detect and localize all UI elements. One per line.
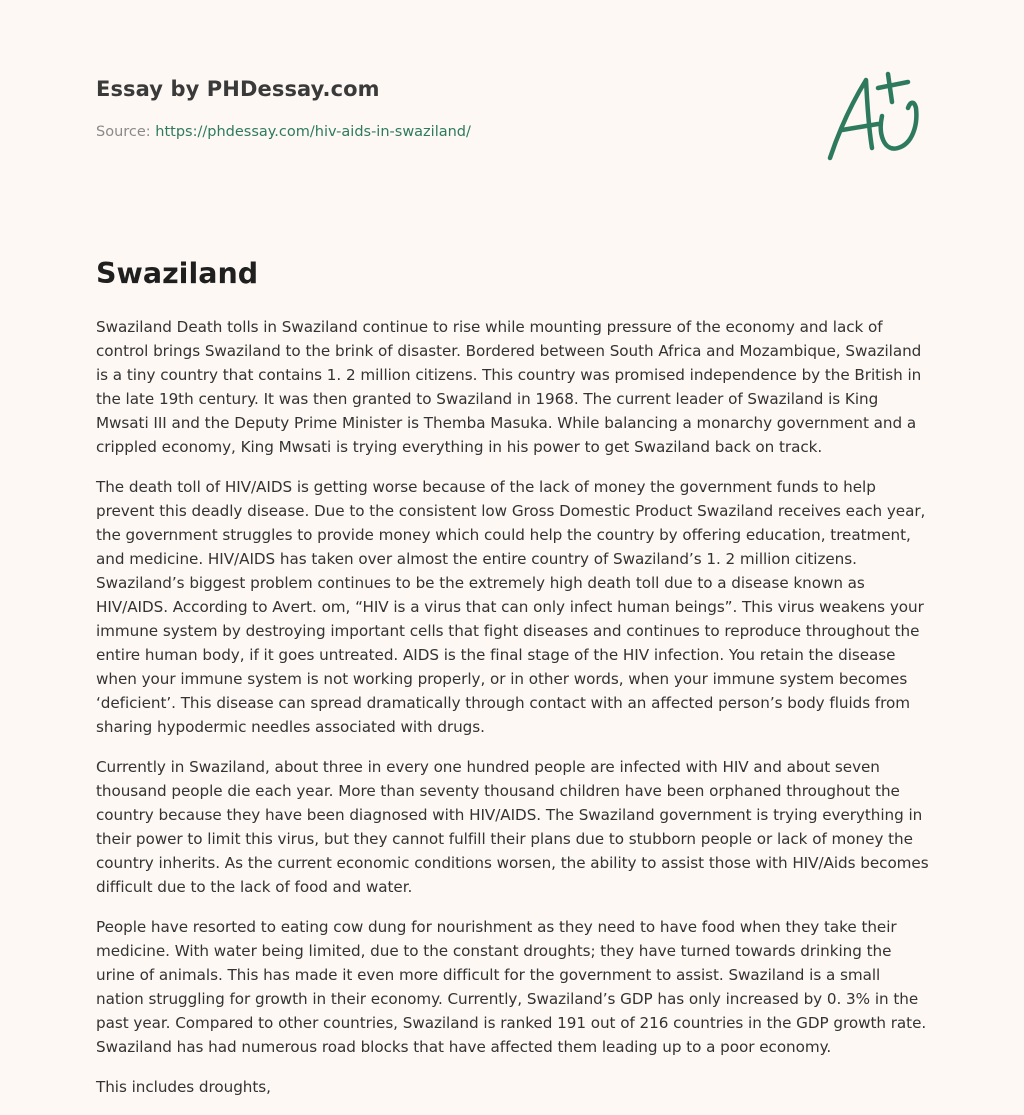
paragraph: Currently in Swaziland, about three in every one hundred people are infected with HIV and about seven thousand people die each year. More than seventy thousand children have been orphaned throughout the country because they have been diagnosed with HIV/AIDS. The Swaziland government is trying everything in their power to limit this virus, but they cannot fulfill their plans due to stubborn people or lack of money the country inherits. As the current economic conditions worsen, the ability to assist those with HIV/Aids becomes difficult due to the lack of food and water. bbox=[96, 758, 929, 896]
paragraph: Swaziland Death tolls in Swaziland continue to rise while mounting pressure of the economy and lack of control brings Swaziland to the brink of disaster. Bordered between South Africa and Mozambique, Swaziland is a tiny country that contains 1. 2 million citizens. This country was promised independence by the British in the late 19th century. It was then granted to Swaziland in 1968. The current leader of Swaziland is King Mwsati III and the Deputy Prime Minister is Themba Masuka. While balancing a monarchy government and a crippled economy, King Mwsati is trying everything in his power to get Swaziland back on track. bbox=[96, 318, 922, 456]
source-label: Source: bbox=[96, 124, 156, 140]
paragraph: The death toll of HIV/AIDS is getting worse because of the lack of money the government funds to help prevent this deadly disease. Due to the consistent low Gross Domestic Product Swaziland receives each year, the government struggles to provide money which could help the country by offering education, treatment, and medicine. HIV/AIDS has taken over almost the entire country of Swaziland’s 1. 2 million citizens. Swaziland’s biggest problem continues to be the extremely high death toll due to a disease known as HIV/AIDS. According to Avert. om, “HIV is a virus that can only infect human beings”. This virus weakens your immune system by destroying important cells that fight diseases and continues to reproduce throughout the entire human body, if it goes untreated. AIDS is the final stage of the HIV infection. You retain the disease when your immune system is not working properly, or in other words, when your immune system becomes ‘deficient’. This disease can spread dramatically through contact with an affected person’s body fluids from sharing hypodermic needles associated with drugs. bbox=[96, 478, 926, 736]
page-header bbox=[96, 74, 928, 140]
site-brand: Essay by PHDessay.com bbox=[96, 77, 380, 101]
paragraph: This includes droughts, bbox=[96, 1078, 271, 1096]
document-title: Swaziland bbox=[96, 257, 259, 290]
paragraph: People have resorted to eating cow dung for nourishment as they need to have food when they take their medicine. With water being limited, due to the constant droughts; they have turned towards drinking the urine of animals. This has made it even more difficult for the government to assist. Swaziland is a small nation struggling for growth in their economy. Currently, Swaziland’s GDP has only increased by 0. 3% in the past year. Compared to other countries, Swaziland is ranked 191 out of 216 countries in the GDP growth rate. Swaziland has had numerous road blocks that have affected them leading up to a poor economy. bbox=[96, 918, 927, 1056]
document-body bbox=[96, 315, 932, 1115]
a-plus-logo-icon bbox=[820, 68, 930, 168]
source-line bbox=[96, 124, 471, 140]
source-link[interactable]: https://phdessay.com/hiv-aids-in-swaziland/ bbox=[155, 124, 471, 140]
